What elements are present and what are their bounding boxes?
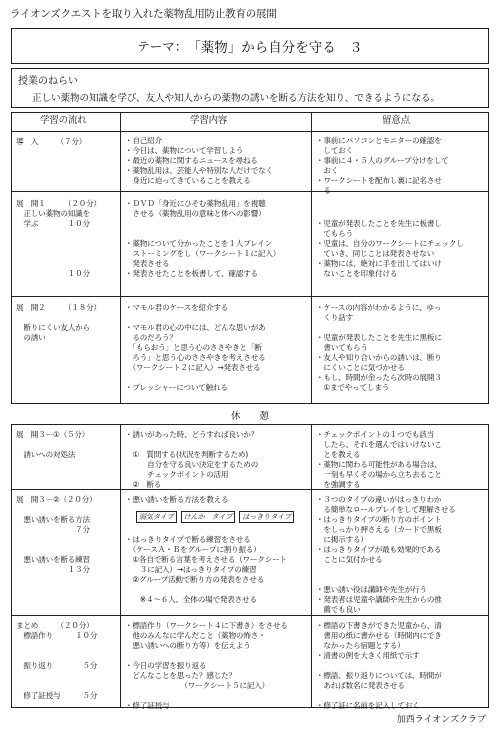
notes-cell: ・チェックポイントの１つでも該当 したら、それを選んではいけないこ とを教える ・薬物に関わる可能性がある場合は、 一刻も早くその場から立ち去ること を強調する xyxy=(316,430,442,489)
aims-text: 正しい薬物の知識を学び、友人や知人からの薬物の誘いを断る方法を知り、できるようになる。 xyxy=(32,93,440,104)
theme-prefix: テーマ： xyxy=(137,39,188,54)
column-header-content: 学習内容 xyxy=(190,115,228,126)
type-box-weak: 弱気タイプ xyxy=(136,511,177,523)
theme-box xyxy=(11,28,489,64)
notes-cell: ・３つのタイプの違いがはっきりわか る簡単なロールプレイをして理解させる ・はっきりタイプの断り方のポイント をしっかり押さえる（カードで黒板 に掲示する） ・はっきりタイプが最も効果的である ことに気付かせる ・悪い誘い役は講師や先生が行う ・発表者は児童や講師や先生からの推 薦でも良い xyxy=(316,495,456,614)
content-cell: ・マモル君のケースを紹介する ・マモル君の心の中には、どんな思いがあ るのだろう？ 「もらおう」と思う心のささやきと「断 ろう」と思う心のささやきを考えさせる （ワークシート２に記入）→発表させる ・プレッシャーについて触れる xyxy=(125,303,266,392)
aims-label: 授業のねらい xyxy=(18,76,78,87)
aims-box xyxy=(11,68,489,108)
flow-cell: まとめ （２０分） 標語作り １０分 振り返り ５分 修了証授与 ５分 xyxy=(16,621,98,700)
type-box-clear: はっきりタイプ xyxy=(239,511,294,523)
footer-organization: 加西ライオンズクラブ xyxy=(396,715,486,725)
notes-cell: ・児童が発表したことを先生に板書し てもらう ・児童は、自分のワークシートにチェックし ていき、同じことは発表させない ・薬物には、絶対に手を出してはいけ ないことを印象付ける xyxy=(316,219,464,278)
flow-cell: 展 開２ （１８分） 断りにくい友人から の誘い xyxy=(16,303,101,342)
column-header-flow: 学習の流れ xyxy=(40,115,87,126)
content-cell: ・自己紹介 ・今日は、薬物について学習しよう ・最近の薬物に関するニュースを尋ねる ・薬物乱用は、芸能人や特別な人だけでなく 身近に迫ってきていることを教える xyxy=(125,136,273,185)
refusal-type-boxes xyxy=(136,511,294,523)
type-box-fight: けんか タイプ xyxy=(181,511,236,523)
notes-cell: ・事前にパソコンとモニターの確認を しておく ・事前に４・５人のグループ分けをして おく ・ワークシートを配布し裏に記名させ る xyxy=(316,136,449,195)
content-cell: ・ＤＶＤ「身近にひそむ薬物乱用」を視聴 させる（薬物乱用の意味と体への影響） ・薬物について分かったことを１人ブレイン ストーミングをし（ワークシート１に記入） 発表させる ・発表させたことを板書して、確認する xyxy=(125,199,281,278)
flow-cell: 展 開３－①（５分） 誘いへの対処法 xyxy=(16,430,90,459)
document-header: ライオンズクエストを取り入れた薬物乱用防止教育の展開 xyxy=(10,8,277,20)
notes-cell: ・ケースの内容がわかるように、ゆっ くり話す ・児童が発表したことを先生に黒板に 書いてもらう ・友人や知り合いからの誘いは、断り にくいことに気づかせる ・もし、時間が余ったら次時の展開３ ①までやってしまう xyxy=(316,303,442,392)
content-cell: ・標語作り（ワークシート４に下書き）をさせる 他のみんなに学んだこと（薬物の怖さ・ 悪い誘いへの断り方等）を伝えよう ・今日の学習を振り返る どんなことを思った？感じた？ （ワークシート５に記入） ・修了証授与 xyxy=(125,621,288,710)
flow-cell: 展 開１ （２０分） 正しい薬物の知識を 学ぶ １０分 １０分 xyxy=(16,199,101,278)
column-header-notes: 留意点 xyxy=(382,115,410,126)
break-label: 休 憩 xyxy=(230,411,269,422)
lesson-table-upper xyxy=(11,112,489,404)
notes-cell: ・標語の下書きができた児童から、清 書用の紙に書かせる（時間内にでき なかったら宿題とする） ・清書の例を大きく用紙で示す ・標語、振り返りについては、時間が あれば数名に発表させる ・修了証に名前を記入しておく xyxy=(316,621,442,710)
theme-title: 「薬物」から自分を守る ３ xyxy=(187,40,363,56)
flow-cell: 導 入 （７分） xyxy=(16,137,87,146)
content-cell: ・誘いがあった時、どうすれば良いか？ ① 質問する(状況を判断するため) 自分を守る良い決定をするための チェックポイントの活用 ② 断る xyxy=(125,430,259,489)
lesson-table-lower xyxy=(11,424,489,708)
content-cell: ・悪い誘いを断る方法を教える ・はっきりタイプで断る練習をさせる （ケースＡ・Ｂをグループに割り振る） ①各自で断る言葉を考えさせる（ワークシート ３に記入）→はっきりタイプの練習 ②グループ活動で断り方の発表をさせる ※４～６人、全体の場で発表させる xyxy=(125,495,287,604)
flow-cell: 展 開３－②（２０分） 悪い誘いを断る方法 ７分 悪い誘いを断る練習 １３分 xyxy=(16,495,97,574)
